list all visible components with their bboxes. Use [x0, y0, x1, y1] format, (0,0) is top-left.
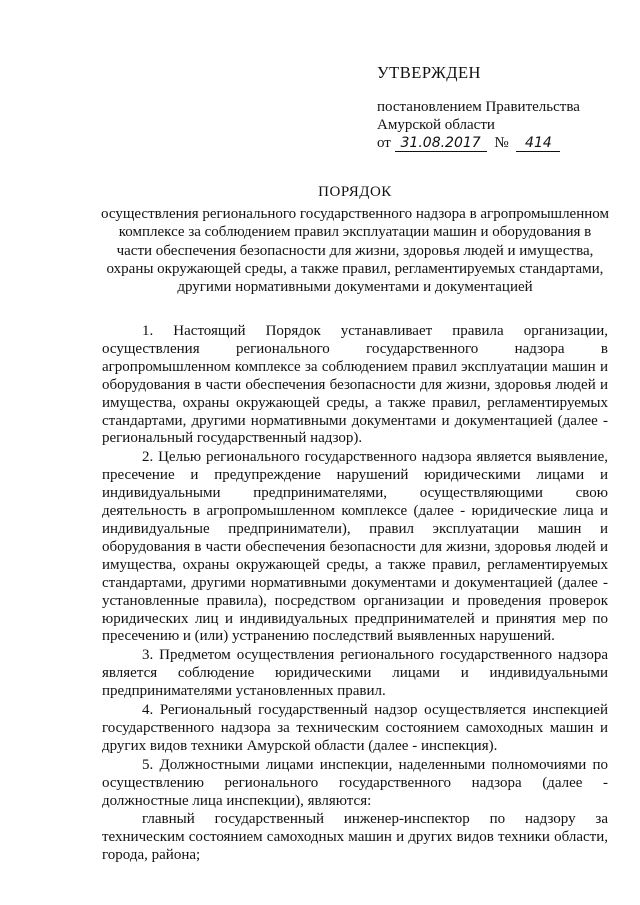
- document-title-block: [100, 183, 610, 296]
- paragraph-4: 4. Региональный государственный надзор осуществляется инспекцией государственного надзора за техническим состоянием самоходных машин и других видов техники Амурской области (далее - инспекция).: [102, 702, 608, 754]
- number-sign: №: [494, 135, 509, 151]
- paragraph-5: 5. Должностными лицами инспекции, наделенными полномочиями по осуществлению регионального государственного надзора (далее - должностные лица инспекции), являются:: [102, 756, 608, 809]
- approval-heading: УТВЕРЖДЕН: [377, 63, 481, 82]
- document-title: ПОРЯДОК: [318, 184, 392, 200]
- approval-line-1: постановлением Правительства: [377, 99, 580, 115]
- handwritten-number: 414: [516, 136, 560, 152]
- approval-date-line: [377, 134, 580, 152]
- document-subtitle: осуществления регионального государственного надзора в агропромышленном комплексе за соблюдением правил эксплуатации машин и оборудования в части обеспечения безопасности для жизни, здоровья людей и имущества, охраны окружающей среды, а также правил, регламентируемых стандартами, другими нормативными документами и документацией: [101, 206, 609, 296]
- paragraph-2: 2. Целью регионального государственного надзора является выявление, пресечение и предупреждение нарушений юридическими лицами и индивидуальными предпринимателями, осуществляющими свою деятельность в агропромышленном комплексе (далее - юридические лица и индивидуальные предприниматели), правил эксплуатации машин и оборудования в части обеспечения безопасности для жизни, здоровья людей и имущества, охраны окружающей среды, а также правил, регламентируемых стандартами, другими нормативными документами и документацией (далее - установленные правила), посредством организации и проведения проверок юридических лиц и индивидуальных предпринимателей и принятия мер по пресечению и (или) устранению последствий выявленных нарушений.: [102, 449, 608, 645]
- document-body: [102, 323, 608, 865]
- date-prefix: от: [377, 135, 391, 151]
- approval-line-2: Амурской области: [377, 117, 495, 133]
- paragraph-3: 3. Предметом осуществления регионального государственного надзора является соблюдение юридическими лицами и индивидуальными предпринимателями установленных правил.: [102, 647, 608, 700]
- paragraph-1: 1. Настоящий Порядок устанавливает правила организации, осуществления регионального государственного надзора в агропромышленном комплексе за соблюдением правил эксплуатации машин и оборудования в части обеспечения безопасности для жизни, здоровья людей и имущества, охраны окружающей среды, а также правил, регламентируемых стандартами, другими нормативными документами и документацией (далее - региональный государственный надзор).: [102, 323, 608, 447]
- approval-stamp: [377, 64, 580, 152]
- paragraph-6: главный государственный инженер-инспектор по надзору за техническим состоянием самоходных машин и других видов техники области, города, района;: [102, 811, 608, 864]
- handwritten-date: 31.08.2017: [395, 136, 487, 152]
